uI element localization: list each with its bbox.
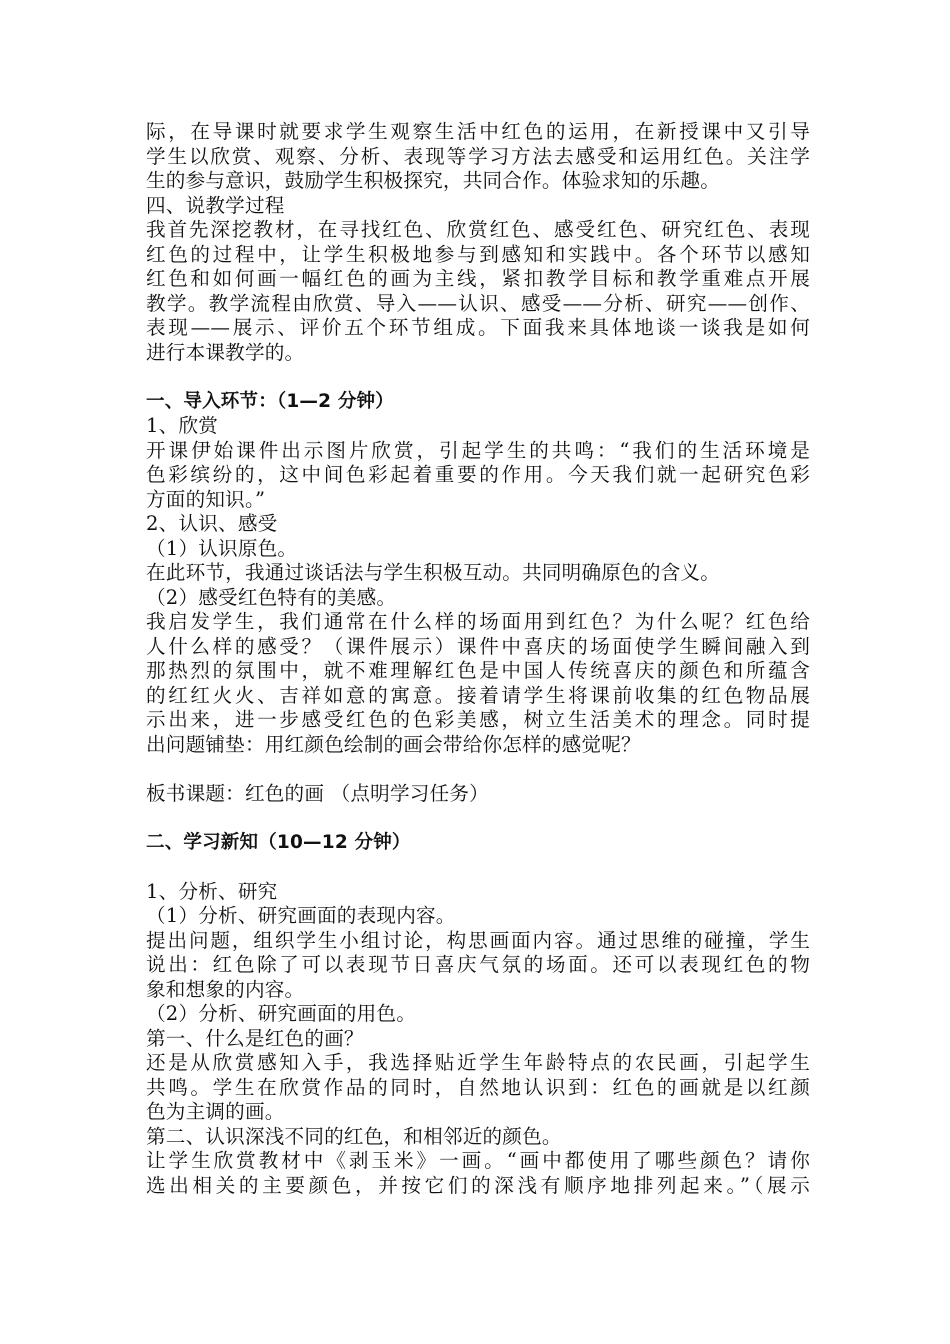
paragraph-line: 还是从欣赏感知入手，我选择贴近学生年龄特点的农民画，引起学生 [146, 1051, 810, 1074]
paragraph-line: 红色和如何画一幅红色的画为主线，紧扣教学目标和教学重难点开展 [146, 267, 810, 290]
paragraph-line: 际，在导课时就要求学生观察生活中红色的运用，在新授课中又引导 [146, 120, 810, 143]
paragraph-line: 方面的知识。” [146, 487, 266, 511]
board-title: 板书课题：红色的画 （点明学习任务） [146, 781, 489, 805]
paragraph-line: 让学生欣赏教材中《剥玉米》一画。“画中都使用了哪些颜色？请你 [146, 1149, 810, 1172]
paragraph-line: 生的参与意识，鼓励学生积极探究，共同合作。体验求知的乐趣。 [146, 169, 721, 192]
paragraph-line: 我启发学生，我们通常在什么样的场面用到红色？为什么呢？红色给 [146, 610, 810, 633]
paragraph-line: 选出相关的主要颜色，并按它们的深浅有顺序地排列起来。”（展示 [146, 1173, 810, 1197]
sub-item: （2）分析、研究画面的用色。 [146, 1002, 416, 1025]
paragraph-line: 出问题铺垫：用红颜色绘制的画会带给你怎样的感觉呢？ [146, 732, 641, 756]
paragraph-line: 象和想象的内容。 [146, 977, 305, 1001]
sub-item: （1）分析、研究画面的表现内容。 [146, 904, 456, 927]
question-line: 第二、认识深浅不同的红色，和相邻近的颜色。 [146, 1124, 562, 1148]
paragraph-line: 我首先深挖教材，在寻找红色、欣赏红色、感受红色、研究红色、表现 [146, 218, 810, 241]
paragraph-line: 在此环节，我通过谈话法与学生积极互动。共同明确原色的含义。 [146, 561, 721, 584]
question-line: 第一、什么是红色的画？ [146, 1026, 364, 1050]
paragraph-line: 进行本课教学的。 [146, 340, 305, 364]
paragraph-line: 色为主调的画。 [146, 1100, 285, 1123]
section-heading: 二、学习新知（10—12 分钟） [146, 831, 411, 853]
paragraph-line: 学生以欣赏、观察、分析、表现等学习方法去感受和运用红色。关注学 [146, 144, 810, 168]
paragraph-line: 人什么样的感受？（课件展示）课件中喜庆的场面使学生瞬间融入到 [146, 634, 810, 658]
sub-item: （1）认识原色。 [146, 536, 298, 560]
paragraph-line: 红色的过程中，让学生积极地参与到感知和实践中。各个环节以感知 [146, 242, 810, 266]
blank-line [146, 855, 810, 880]
section-heading: 一、导入环节：（1—2 分钟） [146, 390, 394, 412]
paragraph-line: 的红红火火、吉祥如意的寓意。接着请学生将课前收集的红色物品展 [146, 683, 810, 707]
paragraph-line: 色彩缤纷的，这中间色彩起着重要的作用。今天我们就一起研究色彩 [146, 463, 810, 486]
paragraph-line: 提出问题，组织学生小组讨论，构思画面内容。通过思维的碰撞，学生 [146, 928, 810, 952]
document-page [146, 120, 810, 1198]
list-item: 1、分析、研究 [146, 879, 278, 903]
paragraph-line: 示出来，进一步感受红色的色彩美感，树立生活美术的理念。同时提 [146, 708, 810, 731]
blank-line [146, 365, 810, 390]
blank-line [146, 806, 810, 831]
paragraph-line: 那热烈的氛围中，就不难理解红色是中国人传统喜庆的颜色和所蕴含 [146, 659, 810, 682]
paragraph-line: 共鸣。学生在欣赏作品的同时，自然地认识到：红色的画就是以红颜 [146, 1075, 810, 1099]
paragraph-line: 教学。教学流程由欣赏、导入——认识、感受——分析、研究——创作、 [146, 291, 810, 315]
list-item: 1、欣赏 [146, 414, 219, 437]
paragraph-line: 开课伊始课件出示图片欣赏，引起学生的共鸣：“我们的生活环境是 [146, 438, 810, 462]
sub-item: （2）感受红色特有的美感。 [146, 585, 397, 609]
list-item: 2、认识、感受 [146, 512, 278, 535]
paragraph-line: 表现——展示、评价五个环节组成。下面我来具体地谈一谈我是如何 [146, 316, 810, 339]
section-title: 四、说教学过程 [146, 193, 285, 217]
paragraph-line: 说出：红色除了可以表现节日喜庆气氛的场面。还可以表现红色的物 [146, 953, 810, 976]
blank-line [146, 757, 810, 782]
